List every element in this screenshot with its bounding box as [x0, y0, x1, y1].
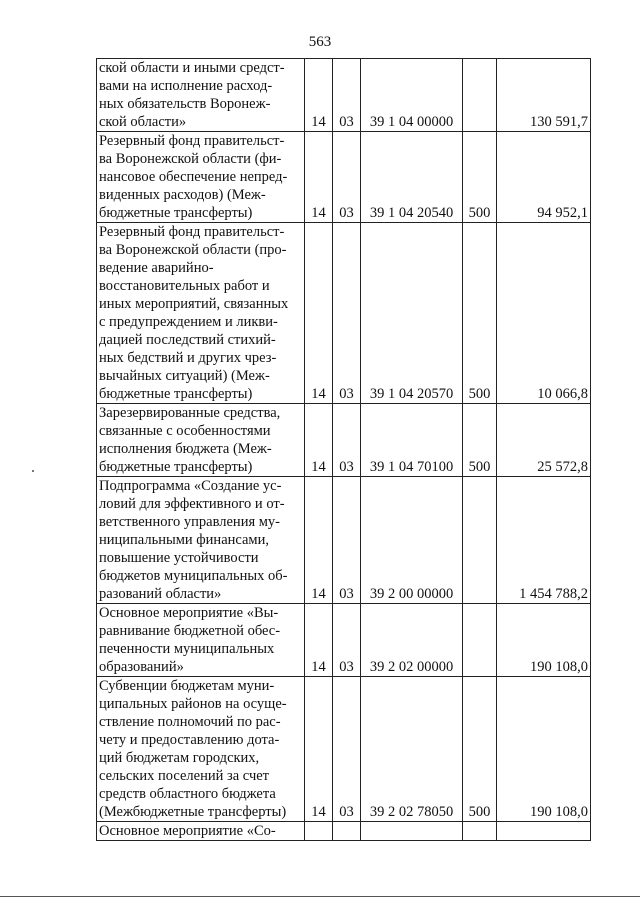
scan-mark	[32, 470, 34, 472]
expense-type-cell	[463, 59, 497, 132]
row-name-cell: Субвенции бюджетам муни- ципальных районов на осуще- ствление полномочий по рас- чету и предоставлению дота- ций бюджетам городских, сельских поселений за счет средств областного бюджета (Межбюджетные трансферты)	[97, 677, 305, 822]
amount-cell: 130 591,7	[497, 59, 591, 132]
target-article-cell: 39 1 04 20540	[361, 132, 463, 223]
table-row	[97, 223, 591, 404]
section-code-cell: 14	[305, 59, 333, 132]
row-name-cell: Зарезервированные средства, связанные с особенностями исполнения бюджета (Меж- бюджетные трансферты)	[97, 404, 305, 477]
target-article-cell: 39 1 04 00000	[361, 59, 463, 132]
amount-cell: 94 952,1	[497, 132, 591, 223]
subsection-code-cell: 03	[333, 677, 361, 822]
table-row	[97, 477, 591, 604]
row-name-cell: Резервный фонд правительст- ва Воронежской области (про- ведение аварийно- восстановительных работ и иных мероприятий, связанных с предупреждением и ликви- дацией последствий стихий- ных бедствий и других чрез- вычайных ситуаций) (Меж- бюджетные трансферты)	[97, 223, 305, 404]
target-article-cell: 39 2 00 00000	[361, 477, 463, 604]
budget-table	[96, 58, 591, 841]
table-row	[97, 132, 591, 223]
expense-type-cell	[463, 477, 497, 604]
section-code-cell: 14	[305, 604, 333, 677]
target-article-cell: 39 1 04 70100	[361, 404, 463, 477]
subsection-code-cell: 03	[333, 477, 361, 604]
table-row	[97, 604, 591, 677]
section-code-cell: 14	[305, 132, 333, 223]
amount-cell	[497, 822, 591, 841]
target-article-cell: 39 1 04 20570	[361, 223, 463, 404]
row-name-cell: Подпрограмма «Создание ус- ловий для эффективного и от- ветственного управления му- ниципальными финансами, повышение устойчивости бюджетов муниципальных об- разований области»	[97, 477, 305, 604]
amount-cell: 1 454 788,2	[497, 477, 591, 604]
subsection-code-cell: 03	[333, 604, 361, 677]
expense-type-cell	[463, 822, 497, 841]
expense-type-cell: 500	[463, 677, 497, 822]
expense-type-cell: 500	[463, 404, 497, 477]
amount-cell: 10 066,8	[497, 223, 591, 404]
subsection-code-cell: 03	[333, 404, 361, 477]
target-article-cell: 39 2 02 00000	[361, 604, 463, 677]
subsection-code-cell: 03	[333, 132, 361, 223]
row-name-cell: ской области и иными средст- вами на исполнение расход- ных обязательств Воронеж- ской области»	[97, 59, 305, 132]
page-number: 563	[308, 34, 332, 50]
section-code-cell: 14	[305, 677, 333, 822]
table-row	[97, 59, 591, 132]
table-row	[97, 822, 591, 841]
table-row	[97, 677, 591, 822]
target-article-cell	[361, 822, 463, 841]
expense-type-cell	[463, 604, 497, 677]
section-code-cell: 14	[305, 223, 333, 404]
section-code-cell	[305, 822, 333, 841]
expense-type-cell: 500	[463, 223, 497, 404]
section-code-cell: 14	[305, 404, 333, 477]
subsection-code-cell: 03	[333, 59, 361, 132]
row-name-cell: Основное мероприятие «Со-	[97, 822, 305, 841]
table-row	[97, 404, 591, 477]
amount-cell: 190 108,0	[497, 677, 591, 822]
section-code-cell: 14	[305, 477, 333, 604]
page-bottom-rule	[0, 896, 640, 897]
target-article-cell: 39 2 02 78050	[361, 677, 463, 822]
row-name-cell: Резервный фонд правительст- ва Воронежской области (фи- нансовое обеспечение непред- виденных расходов) (Меж- бюджетные трансферты)	[97, 132, 305, 223]
amount-cell: 25 572,8	[497, 404, 591, 477]
expense-type-cell: 500	[463, 132, 497, 223]
subsection-code-cell: 03	[333, 223, 361, 404]
row-name-cell: Основное мероприятие «Вы- равнивание бюджетной обес- печенности муниципальных образований»	[97, 604, 305, 677]
subsection-code-cell	[333, 822, 361, 841]
amount-cell: 190 108,0	[497, 604, 591, 677]
